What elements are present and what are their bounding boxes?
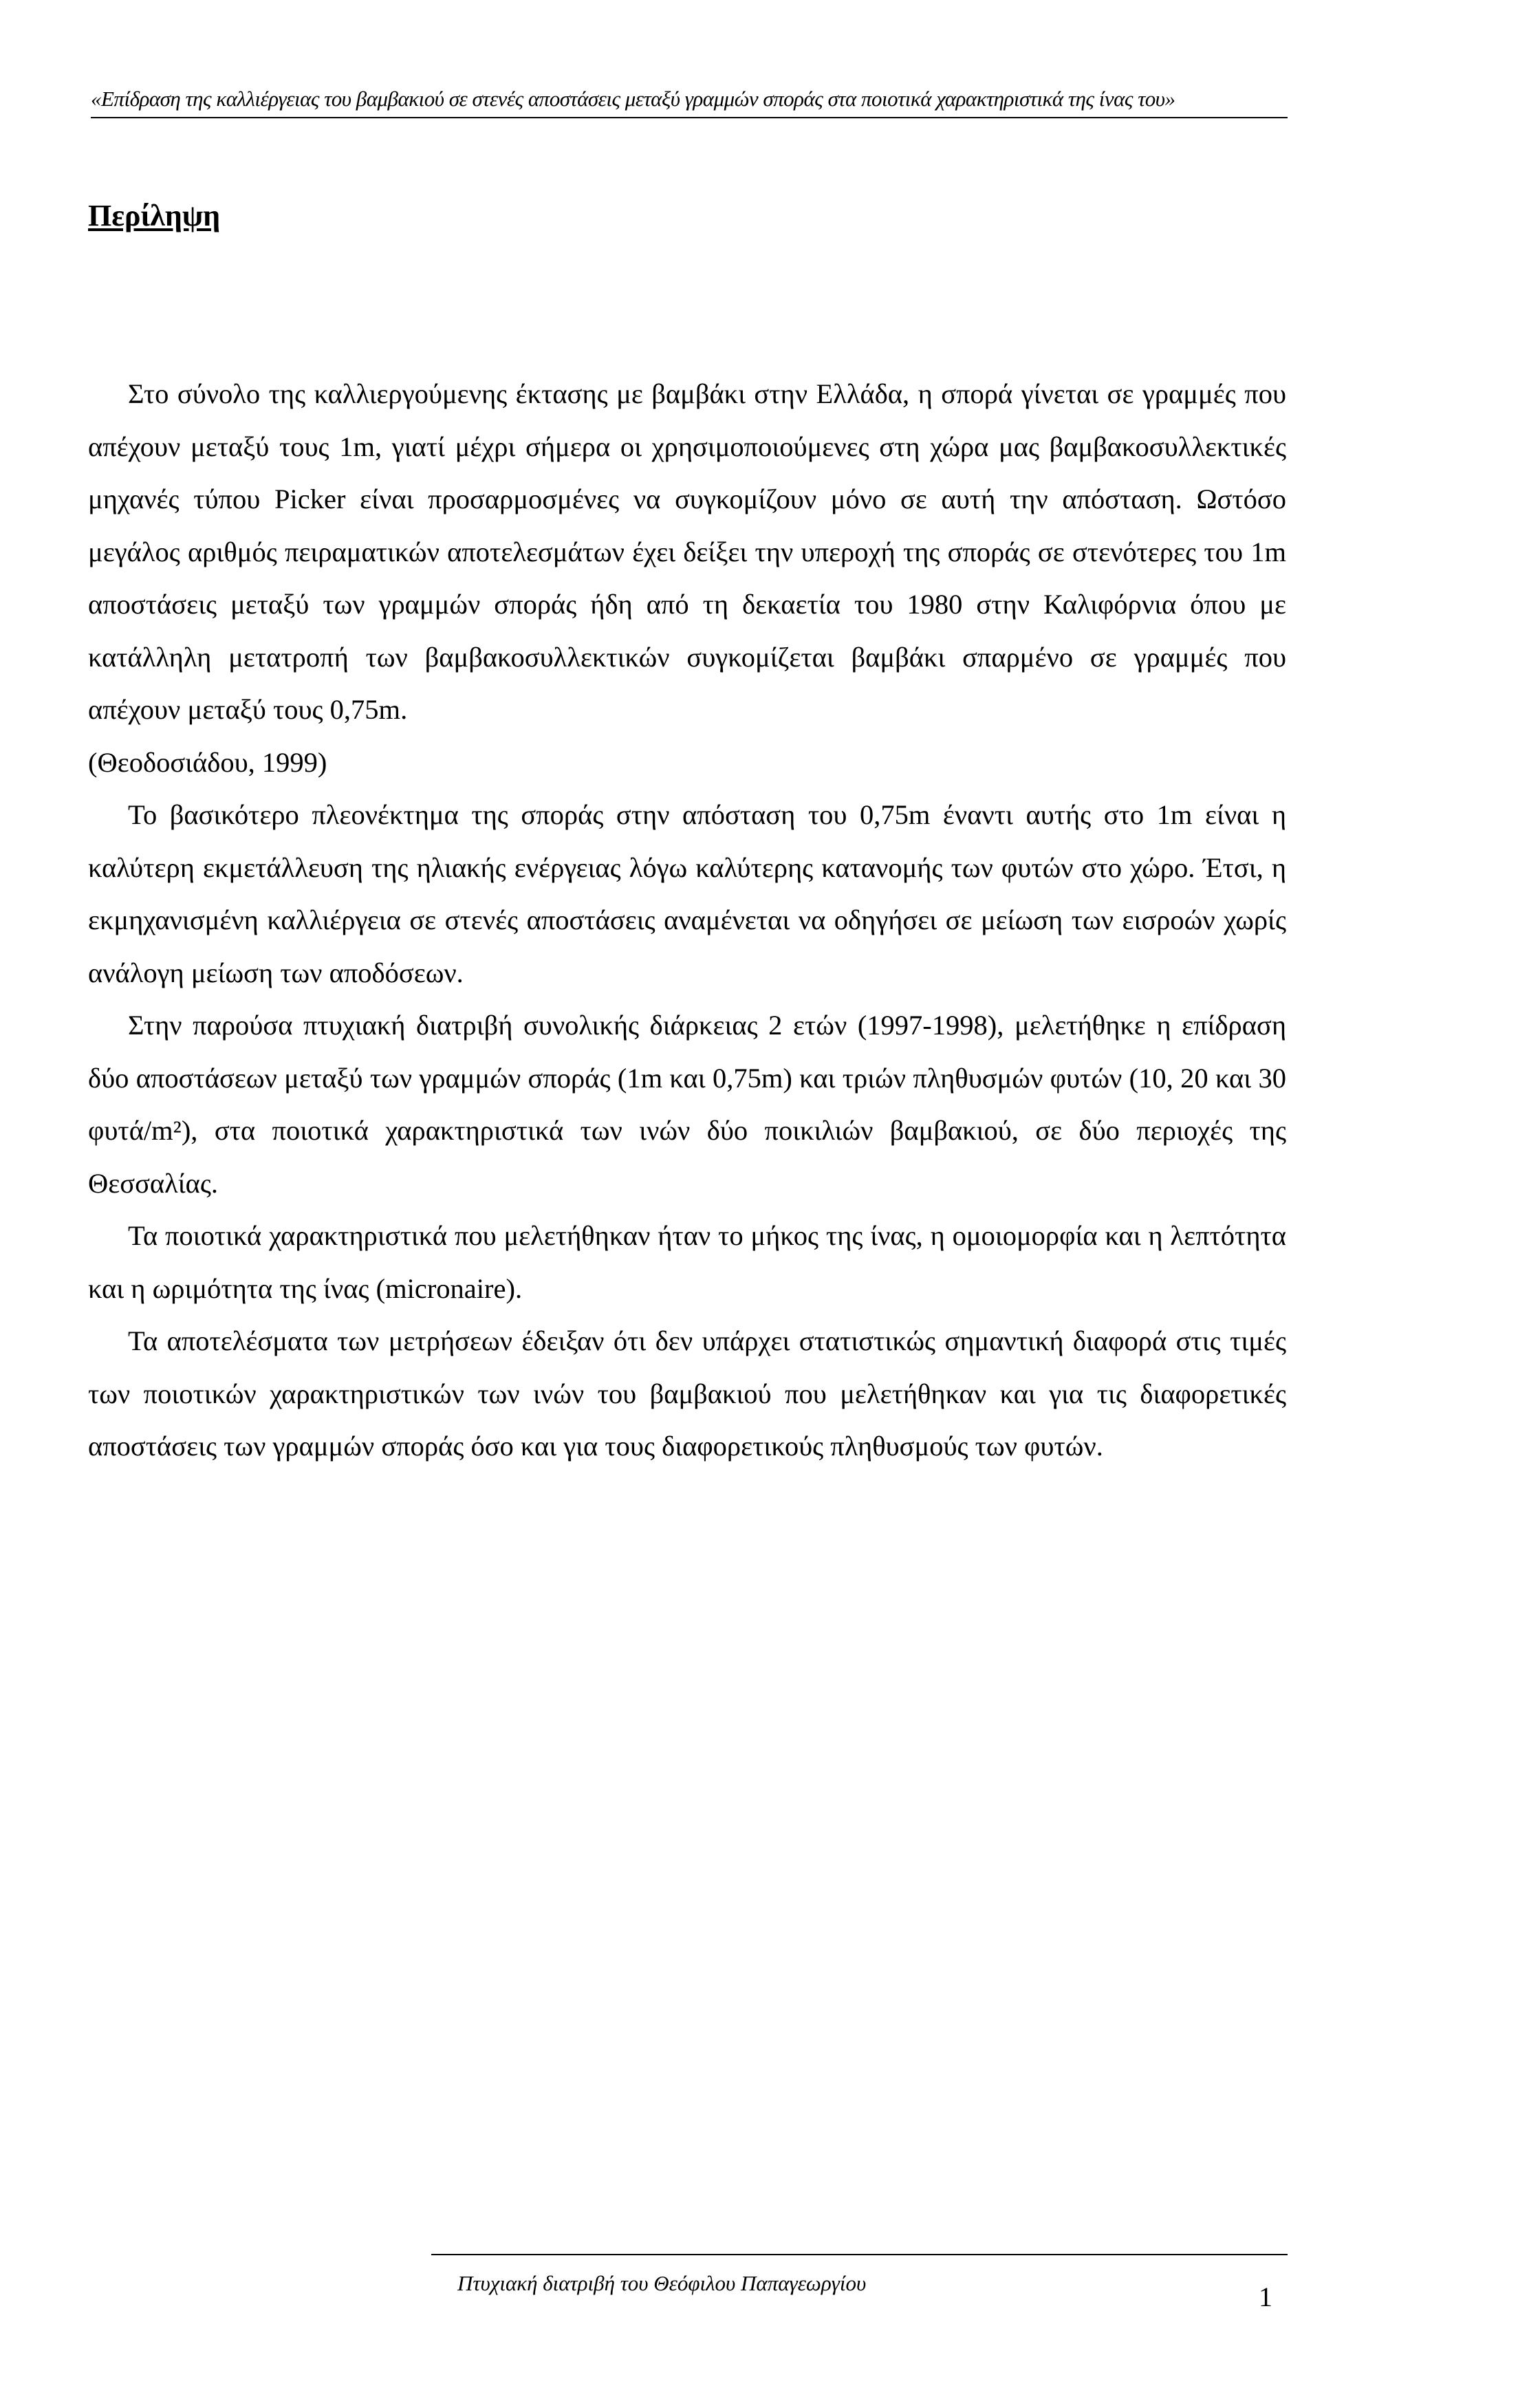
header-divider: [91, 117, 1288, 118]
footer-divider: [431, 2254, 1288, 2255]
paragraph-study: Στην παρούσα πτυχιακή διατριβή συνολικής διάρκειας 2 ετών (1997-1998), μελετήθηκε η επίδραση δύο αποστάσεων μεταξύ των γραμμών σποράς (1m και 0,75m) και τριών πληθυσμών φυτών (10, 20 και 30 φυτά/m²), στα ποιοτικά χαρακτηριστικά των ινών δύο ποικιλιών βαμβακιού, σε δύο περιοχές της Θεσσαλίας.: [88, 1010, 1286, 1199]
paragraph-advantage: Το βασικότερο πλεονέκτημα της σποράς στην απόσταση του 0,75m έναντι αυτής στο 1m είναι η καλύτερη εκμετάλλευση της ηλιακής ενέργειας λόγω καλύτερης κατανομής των φυτών στο χώρο. Έτσι, η εκμηχανισμένη καλλιέργεια σε στενές αποστάσεις αναμένεται να οδηγήσει σε μείωση των εισροών χωρίς ανάλογη μείωση των αποδόσεων.: [88, 799, 1286, 988]
abstract-body: [88, 368, 1286, 1473]
section-title: Περίληψη: [88, 199, 221, 232]
footer-author: Πτυχιακή διατριβή του Θεόφιλου Παπαγεωργίου: [457, 2271, 867, 2295]
running-header: «Επίδραση της καλλιέργειας του βαμβακιού σε στενές αποστάσεις μεταξύ γραμμών σποράς στα ποιοτικά χαρακτηριστικά της ίνας του»: [91, 87, 1175, 111]
paragraph-intro: Στο σύνολο της καλλιεργούμενης έκτασης με βαμβάκι στην Ελλάδα, η σπορά γίνεται σε γραμμές που απέχουν μεταξύ τους 1m, γιατί μέχρι σήμερα οι χρησιμοποιούμενες στη χώρα μας βαμβακοσυλλεκτικές μηχανές τύπου Picker είναι προσαρμοσμένες να συγκομίζουν μόνο σε αυτή την απόσταση. Ωστόσο μεγάλος αριθμός πειραματικών αποτελεσμάτων έχει δείξει την υπεροχή της σποράς σε στενότερες του 1m αποστάσεις μεταξύ των γραμμών σποράς ήδη από τη δεκαετία του 1980 στην Καλιφόρνια όπου με κατάλληλη μετατροπή των βαμβακοσυλλεκτικών συγκομίζεται βαμβάκι σπαρμένο σε γραμμές που απέχουν μεταξύ τους 0,75m.: [88, 378, 1286, 725]
paragraph-citation: (Θεοδοσιάδου, 1999): [88, 746, 327, 778]
paragraph-results: Τα αποτελέσματα των μετρήσεων έδειξαν ότι δεν υπάρχει στατιστικώς σημαντική διαφορά στις τιμές των ποιοτικών χαρακτηριστικών των ινών του βαμβακιού που μελετήθηκαν και για τις διαφορετικές αποστάσεις των γραμμών σποράς όσο και για τους διαφορετικούς πληθυσμούς των φυτών.: [88, 1325, 1286, 1462]
paragraph-characteristics: Τα ποιοτικά χαρακτηριστικά που μελετήθηκαν ήταν το μήκος της ίνας, η ομοιομορφία και η λεπτότητα και η ωριμότητα της ίνας (micronaire).: [88, 1220, 1286, 1304]
page-number: 1: [1259, 2281, 1272, 2312]
